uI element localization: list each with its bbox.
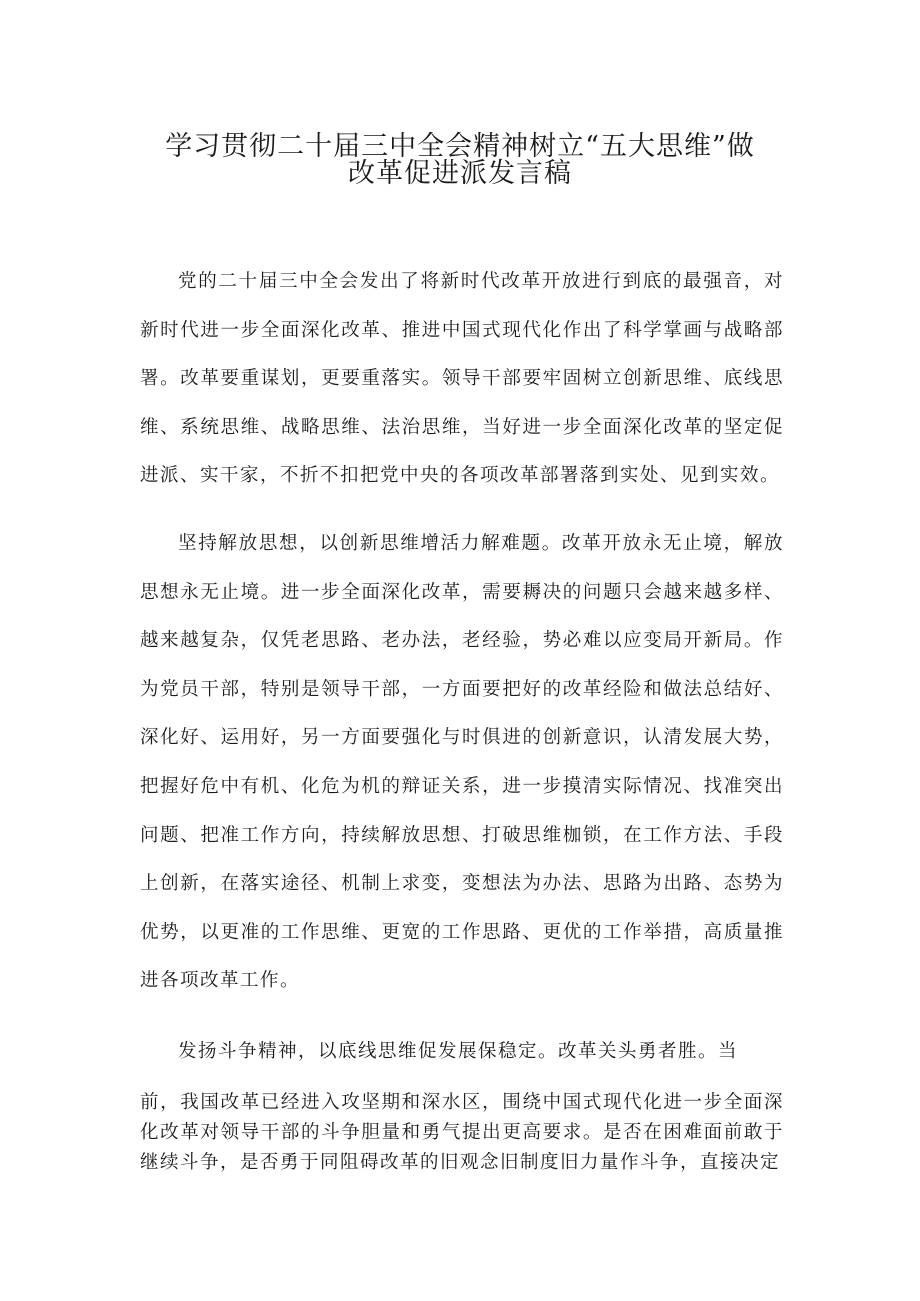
paragraph-innovation-thinking: 坚持解放思想，以创新思维增活力解难题。改革开放永无止境，解放思想永无止境。进一步全面深化改革，需要耨决的问题只会越来越多样、越来越复杂，仅凭老思路、老办法，老经验，势必难以应变局开新局。作为党员干部，特别是领导干部，一方面要把好的改革经险和做法总结好、深化好、运用好，另一方面要强化与时俱进的创新意识，认清发展大势，把握好危中有机、化危为机的辩证关系，进一步摸清实际情况、找准突出问题、把准工作方向，持续解放思想、打破思维枷锁，在工作方法、手段上创新，在落实途径、机制上求变，变想法为办法、思路为出路、态势为优势，以更准的工作思维、更宽的工作思路、更优的工作举措，高质量推进各项改革工作。 bbox=[140, 533, 784, 992]
paragraph-bottom-line-thinking-heading: 发扬斗争精神，以底线思维促发展保稳定。改革关头勇者胜。当 bbox=[178, 1041, 739, 1062]
paragraph-bottom-line-thinking-body: 前，我国改革已经进入攻坚期和深水区，围绕中国式现代化进一步全面深化改革对领导干部的斗争胆量和勇气提出更高要求。是否在困难面前敢于继续斗争，是否勇于同阻碍改革的旧观念旧制度旧力量作斗争，直接决定 bbox=[140, 1092, 784, 1173]
paragraph-intro: 党的二十届三中全会发出了将新时代改革开放进行到底的最强音，对新时代进一步全面深化改革、推进中国式现代化作出了科学掌画与战略部署。改革要重谋划，更要重落实。领导干部要牢固树立创新思维、底线思维、系统思维、战略思维、法治思维，当好进一步全面深化改革的坚定促进派、实干家，不折不扣把党中央的各项改革部署落到实处、见到实效。 bbox=[140, 271, 784, 487]
document-title-line-1: 学习贯彻二十届三中全会精神树立“五大思维”做 bbox=[165, 131, 755, 162]
document-title-line-2: 改革促进派发言稿 bbox=[348, 158, 572, 189]
